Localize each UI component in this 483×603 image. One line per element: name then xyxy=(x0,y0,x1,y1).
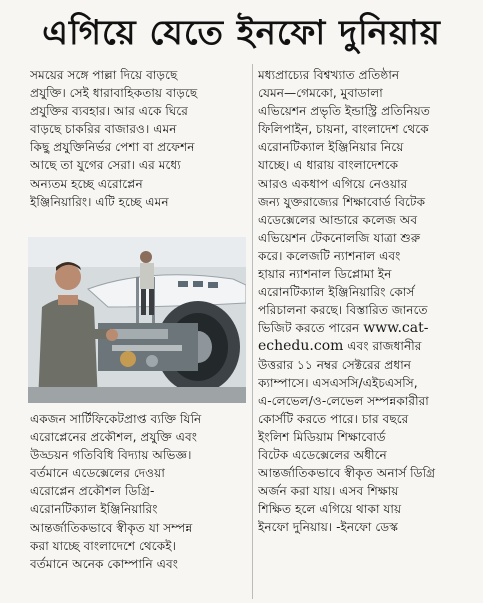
left-top-line: কিছু প্রযুক্তিনির্ভর পেশা বা প্রফেশন xyxy=(30,140,195,155)
right-b-line: শিক্ষিত হলে এগিয়ে থাকা যায় xyxy=(258,502,402,517)
right-a-line: এডেক্সেলের আন্ডারে কলেজ অব xyxy=(258,212,418,227)
url-line-1 xyxy=(258,319,473,337)
right-b-line: অর্জন করা যায়। এসব শিক্ষায় xyxy=(258,484,399,499)
left-bottom-line: আন্তর্জাতিকভাবে স্বীকৃত যা সম্পন্ন xyxy=(30,520,193,535)
left-top-line: প্রযুক্তির ব্যবহার। আর একে ঘিরে xyxy=(30,104,188,119)
aircraft-engine-photo xyxy=(28,237,246,403)
right-b-line: কোর্সটি করতে পারে। চার বছরে xyxy=(258,411,409,426)
right-a-line: এভিয়েশন টেকনোলজি যাত্রা শুরু xyxy=(258,230,421,245)
right-a-line: পরিচালনা করছে। বিস্তারিত জানতে xyxy=(258,303,428,318)
left-bottom-line: উড্ডয়ন গতিবিধি বিদ্যায় অভিজ্ঞ। xyxy=(30,448,192,463)
right-b-line: ইংলিশ মিডিয়াম শিক্ষাবোর্ড xyxy=(258,429,386,444)
left-bottom-line: এরোপ্লেনের প্রকৌশল, প্রযুক্তি এবং xyxy=(30,430,198,445)
text-span: ভিজিট করতে পারেন xyxy=(258,321,364,336)
right-b-line: আন্তর্জাতিকভাবে স্বীকৃত অনার্স ডিগ্রি xyxy=(258,466,436,481)
right-b-line: ক্যাম্পাসে। এসএসসি/এইচএসসি, xyxy=(258,375,418,390)
right-a-line: যাচ্ছে। এ ধারায় বাংলাদেশকে xyxy=(258,158,399,173)
article-photo xyxy=(28,237,246,403)
left-top-line: সময়ের সঙ্গে পাল্লা দিয়ে বাড়ছে xyxy=(30,68,178,82)
right-a-line: জন্য যুক্তরাজ্যের শিক্ষাবোর্ড বিটেক xyxy=(258,194,426,209)
right-a-line: মধ্যপ্রাচ্যের বিশ্বখ্যাত প্রতিষ্ঠান xyxy=(258,68,400,82)
left-top-line: অন্যতম হচ্ছে এরোপ্লেন xyxy=(30,176,143,191)
right-a-line: যেমন—গেমকো, মুবাডালা xyxy=(258,86,383,101)
left-top-line: বাড়ছে চাকরির বাজারও। এমন xyxy=(30,122,177,137)
left-bottom-line: করা যাচ্ছে বাংলাদেশে থেকেই। xyxy=(30,538,176,553)
right-a-line: এরোনটিক্যাল ইঞ্জিনিয়ার নিয়ে xyxy=(258,140,404,155)
left-top-line: প্রযুক্তি। সেই ধারাবাহিকতায় বাড়ছে xyxy=(30,86,198,101)
right-a-line: করে। কলেজটি ন্যাশনাল এবং xyxy=(258,248,401,263)
left-bottom-line: এরোনটিক্যাল ইঞ্জিনিয়ারিং xyxy=(30,502,158,517)
column-divider xyxy=(252,64,253,599)
left-top-line: ইঞ্জিনিয়ারিং। এটি হচ্ছে এমন xyxy=(30,194,169,209)
website-url-part1: www.cat- xyxy=(363,320,429,337)
url-line-2 xyxy=(258,337,473,355)
left-top-line: আছে তা যুগের সেরা। এর মধ্যে xyxy=(30,158,181,173)
headline: এগিয়ে যেতে ইনফো দুনিয়ায় xyxy=(42,13,441,53)
left-column-top xyxy=(30,66,250,211)
right-column xyxy=(258,66,473,536)
right-a-line: এরোনটিক্যাল ইঞ্জিনিয়ারিং কোর্স xyxy=(258,285,415,300)
website-url-part2: echedu.com xyxy=(258,338,344,355)
left-bottom-line: বর্তমানে অনেক কোম্পানি এবং xyxy=(30,556,178,571)
right-a-line: হায়ার ন্যাশনাল ডিপ্লোমা ইন xyxy=(258,267,392,282)
right-a-line: আরও একধাপ এগিয়ে নেওয়ার xyxy=(258,176,408,191)
right-b-line: ইনফো দুনিয়ায়। -ইনফো ডেস্ক xyxy=(258,520,399,535)
left-bottom-line: একজন সার্টিফিকেটপ্রাপ্ত ব্যক্তি যিনি xyxy=(30,412,202,426)
right-b-line: উত্তরার ১১ নম্বর সেক্টরের প্রধান xyxy=(258,357,412,372)
right-b-line: বিটেক এডেক্সেলের অধীনে xyxy=(258,447,387,462)
left-column-bottom xyxy=(30,410,250,573)
right-a-line: ফিলিপাইন, চায়না, বাংলাদেশ থেকে xyxy=(258,122,429,137)
right-a-line: এভিয়েশন প্রভৃতি ইন্ডাস্ট্রি প্রতিনিয়ত xyxy=(258,104,430,119)
right-b-line: এ-লেভেল/ও-লেভেল সম্পন্নকারীরা xyxy=(258,393,429,408)
left-bottom-line: বর্তমানে এডেক্সেলের দেওয়া xyxy=(30,466,165,481)
text-span: এবং রাজধানীর xyxy=(343,339,422,354)
left-bottom-line: এরোপ্লেন প্রকৌশল ডিগ্রি- xyxy=(30,484,155,499)
